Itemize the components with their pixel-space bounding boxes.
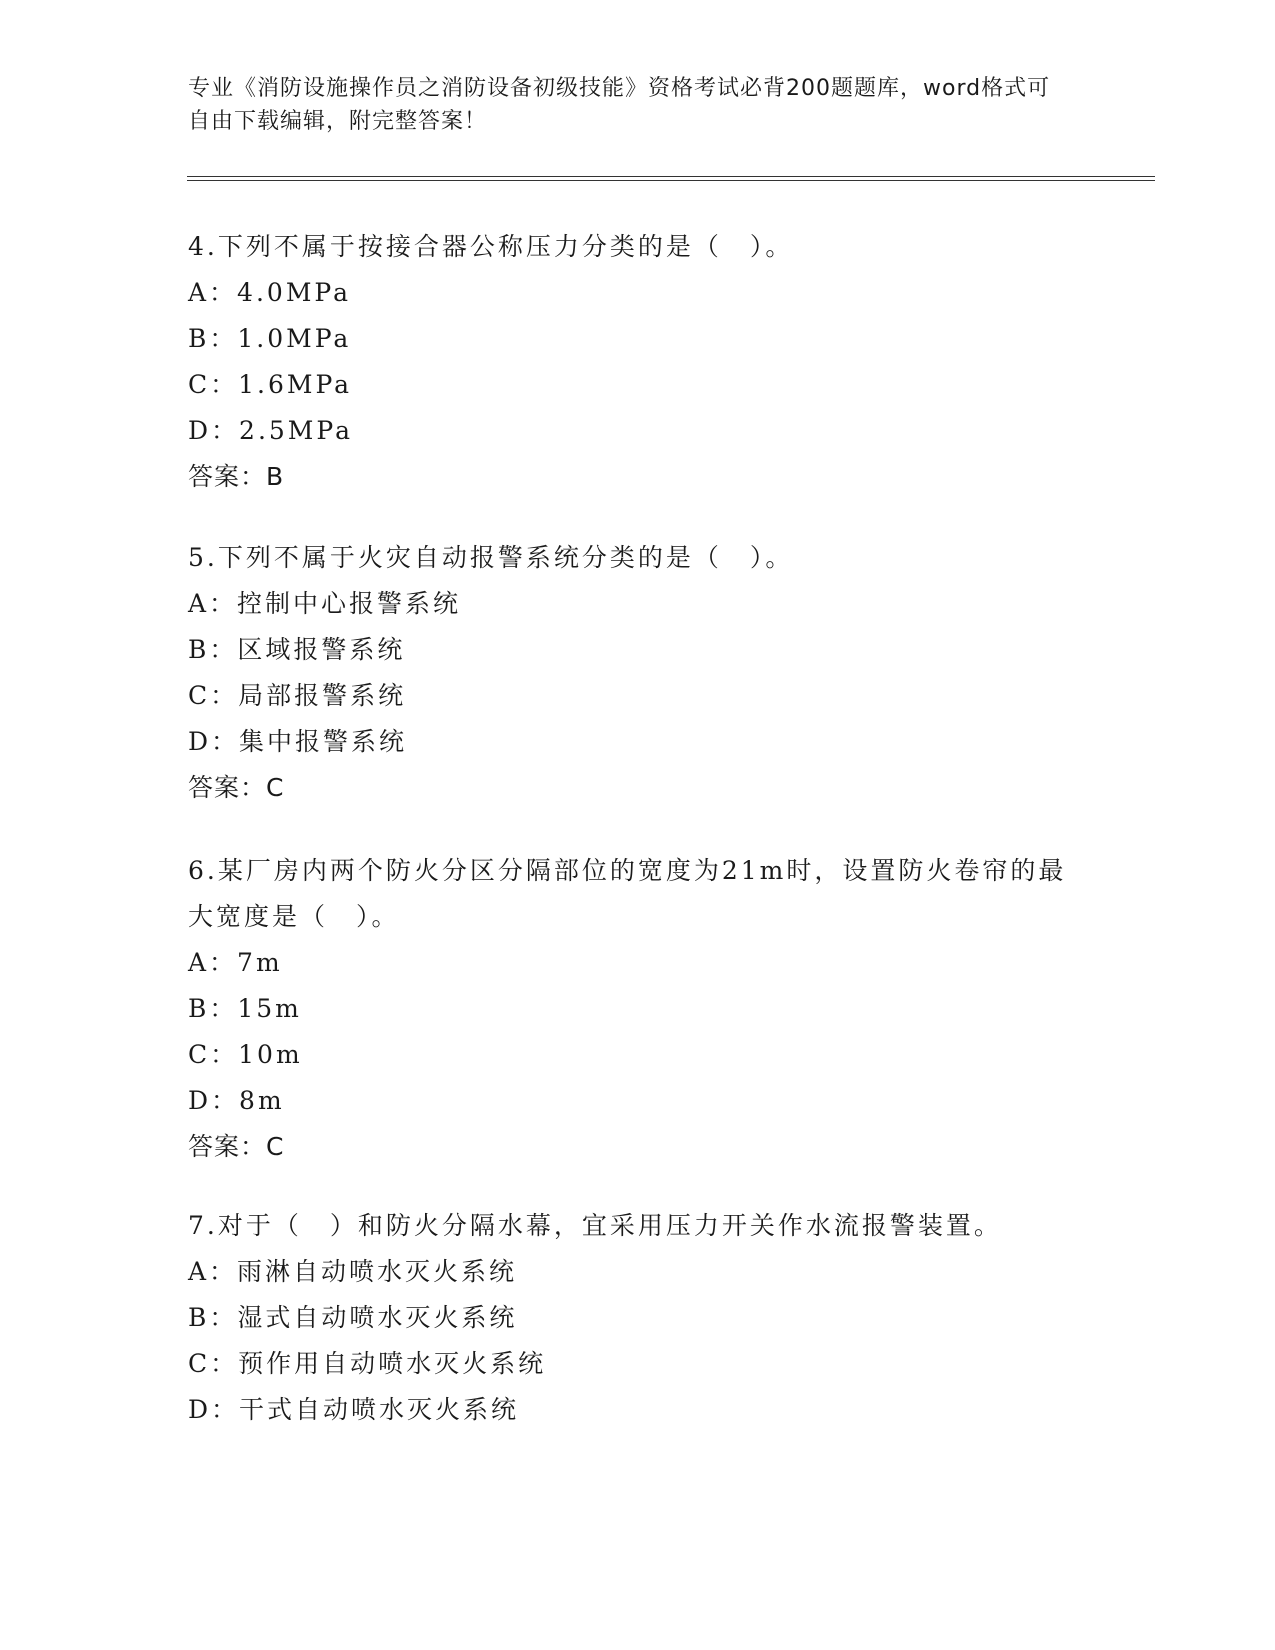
option-b: B：1.0MPa [188,324,352,353]
document-header: 专业《消防设施操作员之消防设备初级技能》资格考试必背200题题库，word格式可自由下载编辑，附完整答案！ [188,76,1051,134]
option-c: C：预作用自动喷水灭火系统 [188,1349,547,1378]
question-stem: 7.对于（ ）和防火分隔水幕，宜采用压力开关作水流报警装置。 [188,1211,1002,1240]
option-d: D：8m [188,1086,285,1115]
question-stem: 5.下列不属于火灾自动报警系统分类的是（ ）。 [188,543,794,572]
option-c: C：局部报警系统 [188,681,407,710]
option-d: D：集中报警系统 [188,727,408,756]
option-a: A：4.0MPa [188,278,352,307]
option-a: A：雨淋自动喷水灭火系统 [188,1257,518,1286]
answer-label: 答案：B [188,462,285,491]
option-b: B：区域报警系统 [188,635,406,664]
question-6 [188,848,1068,1170]
question-7 [188,1203,1088,1433]
question-5 [188,535,1088,811]
option-d: D：2.5MPa [188,416,354,445]
option-a: A：控制中心报警系统 [188,589,462,618]
question-4 [188,224,1088,500]
option-c: C：1.6MPa [188,370,353,399]
option-c: C：10m [188,1040,303,1069]
answer-label: 答案：C [188,1132,285,1161]
question-stem: 6.某厂房内两个防火分区分隔部位的宽度为21m时，设置防火卷帘的最大宽度是（ ）。 [188,856,1067,931]
option-d: D：干式自动喷水灭火系统 [188,1395,520,1424]
option-a: A：7m [188,948,283,977]
option-b: B：湿式自动喷水灭火系统 [188,1303,518,1332]
question-stem: 4.下列不属于按接合器公称压力分类的是（ ）。 [188,232,794,261]
header-divider [187,176,1155,181]
option-b: B：15m [188,994,302,1023]
answer-label: 答案：C [188,773,285,802]
